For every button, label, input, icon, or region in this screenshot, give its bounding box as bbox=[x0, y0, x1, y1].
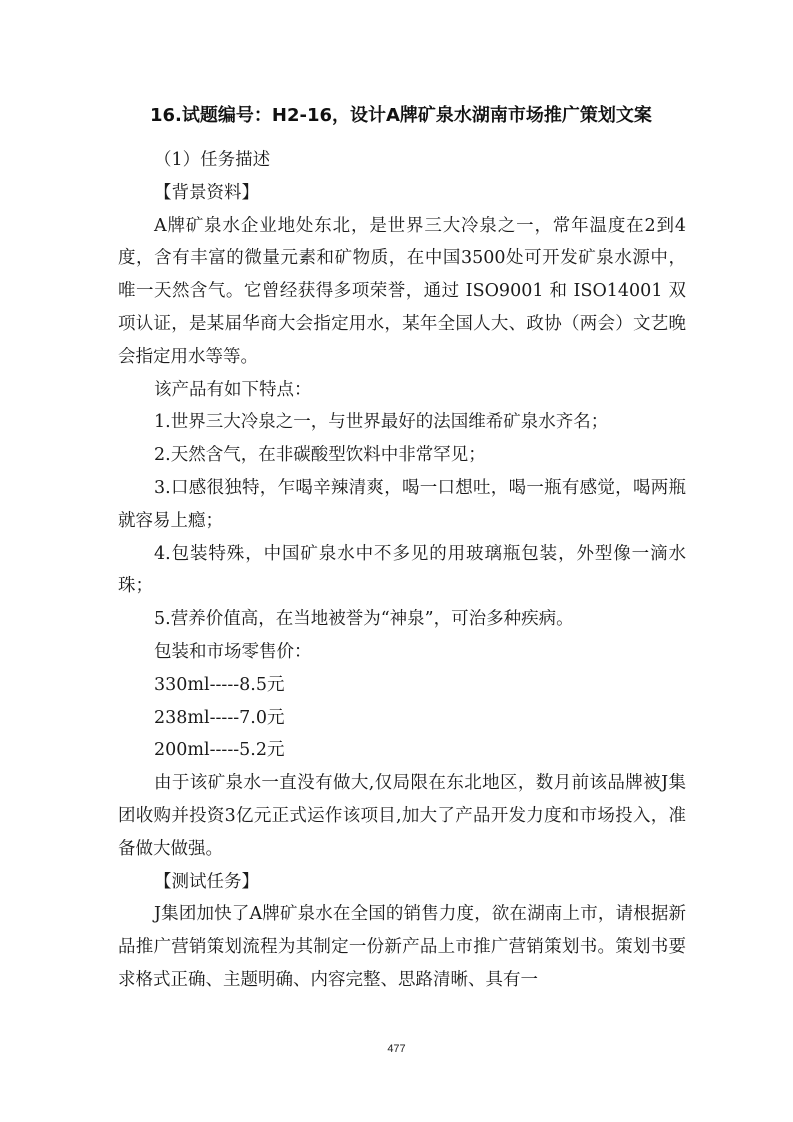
page-number: 477 bbox=[387, 1043, 406, 1055]
background-heading: 【背景资料】 bbox=[154, 182, 259, 203]
test-task-paragraph: J集团加快了A牌矿泉水在全国的销售力度，欲在湖南上市，请根据新品推广营销策划流程为其制定一份新产品上市推广营销策划书。策划书要求格式正确、主题明确、内容完整、思路清晰、具有一 bbox=[118, 904, 686, 990]
background-paragraph: A牌矿泉水企业地处东北，是世界三大冷泉之一，常年温度在2到4度，含有丰富的微量元素和矿物质，在中国3500处可开发矿泉水源中，唯一天然含气。它曾经获得多项荣誉，通过 ISO9001 和 ISO14001 双项认证，是某届华商大会指定用水，某年全国人大、政协（两会）文艺晚会指定用水等等。 bbox=[118, 215, 686, 367]
price-item: 238ml-----7.0元 bbox=[154, 707, 285, 728]
history-paragraph: 由于该矿泉水一直没有做大,仅局限在东北地区，数月前该品牌被J集团收购并投资3亿元正式运作该项目,加大了产品开发力度和市场投入，准备做大做强。 bbox=[118, 773, 686, 859]
test-task-heading: 【测试任务】 bbox=[154, 871, 259, 892]
feature-item: 2.天然含气，在非碳酸型饮料中非常罕见； bbox=[154, 445, 486, 466]
prices-intro: 包装和市场零售价： bbox=[154, 641, 312, 662]
price-item: 330ml-----8.5元 bbox=[154, 674, 285, 695]
document-body bbox=[118, 144, 686, 997]
page-title: 16.试题编号：H2-16，设计A牌矿泉水湖南市场推广策划文案 bbox=[150, 105, 652, 126]
feature-item: 4.包装特殊，中国矿泉水中不多见的用玻璃瓶包装，外型像一滴水珠； bbox=[118, 543, 686, 597]
feature-item: 5.营养价值高，在当地被誉为“神泉”，可治多种疾病。 bbox=[154, 609, 574, 630]
price-item: 200ml-----5.2元 bbox=[154, 740, 285, 761]
feature-item: 3.口感很独特，乍喝辛辣清爽，喝一口想吐，喝一瓶有感觉，喝两瓶就容易上瘾； bbox=[118, 477, 686, 531]
feature-item: 1.世界三大冷泉之一，与世界最好的法国维希矿泉水齐名； bbox=[154, 412, 609, 433]
features-intro: 该产品有如下特点： bbox=[154, 379, 312, 400]
section-task-description: （1）任务描述 bbox=[154, 150, 271, 170]
